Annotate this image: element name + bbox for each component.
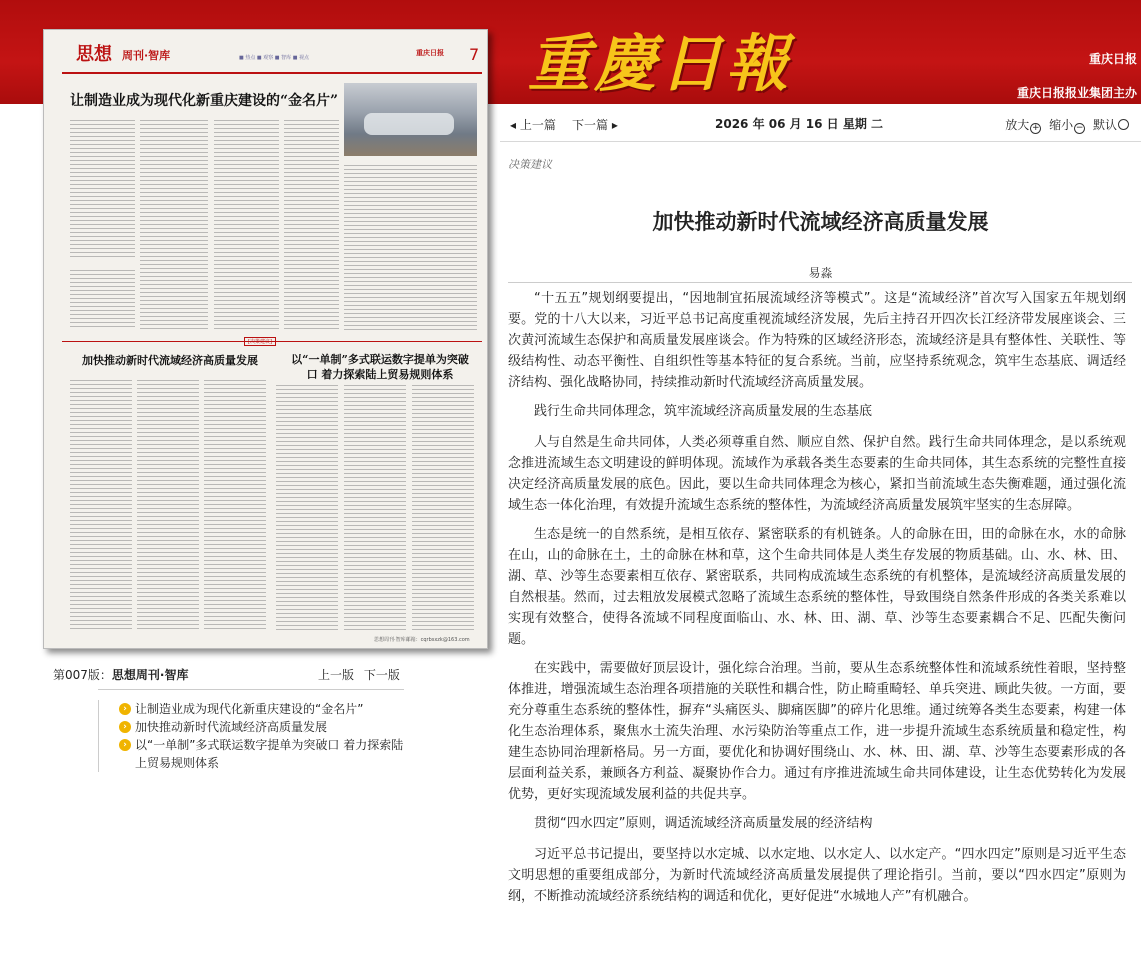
zoom-controls bbox=[1005, 116, 1133, 134]
article-list-item[interactable] bbox=[119, 736, 404, 772]
article-paragraph: 生态是统一的自然系统，是相互依存、紧密联系的有机链条。人的命脉在田，田的命脉在水，水的命脉在山，山的命脉在土，土的命脉在林和草，这个生命共同体是人类生存发展的物质基础。山、水、林、田、湖、草、沙等生态要素相互依存、紧密联系，共同构成流域生态系统的有机整体，是流域经济高质量发展的自然根基。然而，过去粗放发展模式忽略了流域生态系统的整体性，导致围绕自然条件形成的各类关系难以实现有效整合，使得各流域不同程度面临山、水、林、田、湖、草、沙等生态要素耦合不足、匹配失衡问题。 bbox=[508, 527, 1126, 647]
thumbnail-text-block bbox=[284, 120, 339, 330]
article-author: 易淼 bbox=[808, 266, 833, 280]
article-title: 加快推动新时代流域经济高质量发展 bbox=[652, 210, 989, 234]
article-body bbox=[508, 288, 1126, 915]
thumbnail-text-block bbox=[140, 120, 208, 330]
article-paragraph: “十五五”规划纲要提出，“因地制宜拓展流域经济等模式”。这是“流域经济”首次写入国家五年规划纲要。党的十八大以来，习近平总书记高度重视流域经济发展，先后主持召开四次长江经济带发展座谈会、三次黄河流域生态保护和高质量发展座谈会。作为特殊的区域经济形态，流域经济是具有整体性、关联性、等级结构性、动态平衡性、自组织性等基本特征的复合系统。当前，应坚持系统观念，筑牢生态基底、调适经济结构、强化战略协同，持续推动新时代流域经济高质量发展。 bbox=[508, 291, 1126, 390]
article-list-item[interactable] bbox=[119, 700, 404, 718]
chevron-right-icon: ▸ bbox=[611, 118, 618, 132]
plus-icon: + bbox=[1032, 123, 1040, 133]
thumbnail-nav-text: ■ 热点 ■ 观察 ■ 智库 ■ 视点 bbox=[239, 55, 310, 61]
thumbnail-column-sub: 周刊·智库 bbox=[122, 49, 171, 62]
minus-icon: − bbox=[1075, 123, 1084, 133]
thumbnail-text-block bbox=[276, 385, 338, 630]
page-label-name: 思想周刊·智库 bbox=[111, 668, 189, 682]
thumbnail-text-block bbox=[344, 385, 406, 630]
prev-page-link[interactable]: 上一版 bbox=[318, 668, 355, 682]
thumbnail-headline[interactable]: 让制造业成为现代化新重庆建设的“金名片” bbox=[70, 93, 339, 109]
article-paragraph: 习近平总书记提出，要坚持以水定城、以水定地、以水定人、以水定产。“四水四定”原则是习近平生态文明思想的重要组成部分，为新时代流域经济高质量发展提供了理论指引。当前，要以“四水四定”原则为纲，不断推动流域经济系统结构的调适和优化，更好促进“水城地人产”有机融合。 bbox=[508, 847, 1126, 904]
article-paragraph: 人与自然是生命共同体，人类必须尊重自然、顺应自然、保护自然。践行生命共同体理念，是以系统观念推进流域生态文明建设的鲜明体现。流域作为承载各类生态要素的生命共同体，其生态系统的完整性直接决定经济高质量发展的底色。因此，要以生命共同体理念为核心，紧扣当前流域生态失衡难题，通过强化流域生态一体化治理，有效提升流域生态系统的整体性，为流域经济高质量发展筑牢坚实的生态屏障。 bbox=[508, 435, 1126, 513]
arrow-bullet-icon: › bbox=[119, 739, 131, 751]
thumbnail-text-block bbox=[214, 120, 279, 330]
thumbnail-page-number: 7 bbox=[469, 45, 480, 64]
article-list-item-label: 加快推动新时代流域经济高质量发展 bbox=[135, 720, 328, 734]
thumbnail-text-block bbox=[137, 380, 199, 630]
page-label-prefix: 第007版： bbox=[53, 668, 112, 682]
brand-link[interactable]: 重庆日报 bbox=[1088, 52, 1137, 66]
article-paragraph: 在实践中，需要做好顶层设计，强化综合治理。当前，要从生态系统整体性和流域系统性着眼，坚持整体推进，增强流域生态治理各项措施的关联性和耦合性，防止畸重畸轻、单兵突进、顾此失彼。一方面，要充分尊重生态系统的整体性，摒弃“头痛医头、脚痛医脚”的碎片化思维。通过统筹各类生态要素，构建一体化生态治理体系，聚焦水土流失治理、水污染防治等重点工作，进一步提升流域生态系统质量和稳定性，构建生态协同治理新格局。另一方面，要优化和协调好围绕山、水、林、田、湖、草、沙等生态要素形成的各层面利益关系，兼顾各方利益、凝聚协作合力。通过有序推进流域生命共同体建设，让生态优势转化为发展优势，更好实现流域发展利益的共促共享。 bbox=[508, 661, 1126, 802]
next-article-button[interactable] bbox=[572, 116, 618, 133]
page-thumbnail[interactable] bbox=[43, 29, 488, 649]
thumbnail-mini-logo: 重庆日报 bbox=[416, 49, 444, 57]
article-subheading: 践行生命共同体理念，筑牢流域经济高质量发展的生态基底 bbox=[534, 404, 873, 419]
zoom-in-button[interactable] bbox=[1005, 118, 1045, 132]
prev-article-label: 上一篇 bbox=[519, 118, 556, 132]
thumbnail-footer: 思想周刊·智库邮箱：cqrbsxzk@163.com bbox=[374, 637, 470, 643]
masthead-logo: 重慶日報 bbox=[528, 27, 793, 100]
page-label bbox=[53, 666, 188, 683]
zoom-out-label: 缩小 bbox=[1049, 118, 1074, 132]
article-toolbar bbox=[500, 107, 1141, 142]
arrow-bullet-icon: › bbox=[119, 721, 131, 733]
section-tag: 决策建议 bbox=[508, 158, 552, 171]
arrow-bullet-icon: › bbox=[119, 703, 131, 715]
thumbnail-text-block bbox=[70, 270, 135, 330]
thumbnail-text-block bbox=[70, 120, 135, 260]
article-subheading: 贯彻“四水四定”原则，调适流域经济高质量发展的经济结构 bbox=[534, 816, 873, 831]
thumbnail-text-block bbox=[344, 165, 477, 330]
zoom-default-button[interactable] bbox=[1093, 118, 1133, 132]
issue-date: 2026 年 06 月 16 日 星期 二 bbox=[715, 117, 884, 131]
page-nav bbox=[318, 666, 406, 683]
prev-article-button[interactable] bbox=[510, 116, 556, 133]
article-list-item-label: 以“一单制”多式联运数字提单为突破口 着力探索陆上贸易规则体系 bbox=[135, 738, 404, 770]
thumbnail-headline-3[interactable]: 以“一单制”多式联运数字提单为突破口 着力探索陆上贸易规则体系 bbox=[291, 353, 469, 381]
next-page-link[interactable]: 下一版 bbox=[363, 668, 400, 682]
divider bbox=[98, 689, 404, 690]
article-list-item-label: 让制造业成为现代化新重庆建设的“金名片” bbox=[135, 702, 364, 716]
zoom-out-button[interactable] bbox=[1049, 118, 1089, 132]
thumbnail-text-block bbox=[70, 380, 132, 630]
zoom-default-label: 默认 bbox=[1092, 118, 1117, 132]
thumbnail-text-block bbox=[412, 385, 474, 630]
thumbnail-text-block bbox=[204, 380, 266, 630]
thumbnail-factory-photo bbox=[344, 83, 477, 156]
thumbnail-section-label: [决策建议] bbox=[244, 337, 276, 346]
next-article-label: 下一篇 bbox=[572, 118, 609, 132]
article-list-item[interactable] bbox=[119, 718, 404, 736]
chevron-left-icon: ◂ bbox=[510, 118, 517, 132]
article-list bbox=[98, 700, 404, 772]
zoom-in-label: 放大 bbox=[1005, 118, 1030, 132]
publisher-text: 重庆日报报业集团主办 bbox=[1016, 86, 1137, 100]
circle-icon bbox=[1118, 119, 1129, 130]
divider bbox=[508, 282, 1132, 283]
thumbnail-headline-2[interactable]: 加快推动新时代流域经济高质量发展 bbox=[82, 354, 258, 367]
thumbnail-column-name: 思想 bbox=[76, 44, 112, 65]
